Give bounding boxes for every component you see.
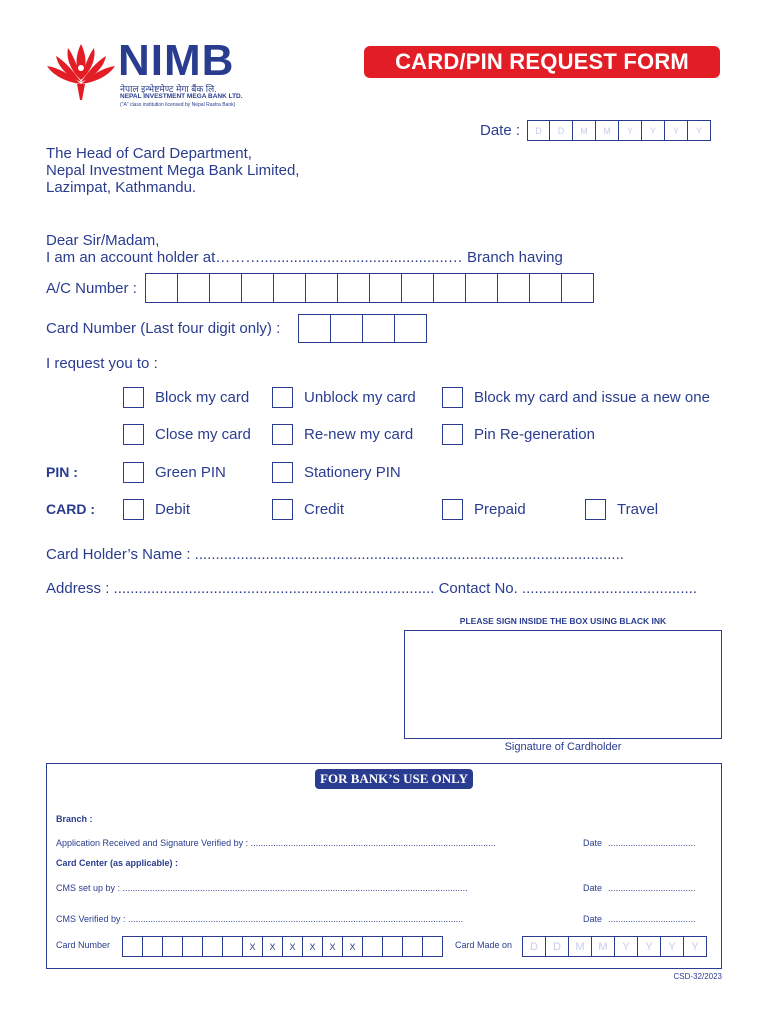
logo-tagline: ("A" class institution licensed by Nepal Rastra Bank) [120, 102, 236, 108]
bank-card-cell[interactable] [402, 936, 423, 957]
card-digit-cell[interactable] [330, 314, 363, 343]
unblock-card-label: Unblock my card [304, 389, 416, 406]
card-made-label: Card Made on [455, 940, 513, 950]
date-cell[interactable]: Y [664, 120, 688, 141]
address-contact-field[interactable]: Address : ............................................................................. Contact No. .......................................... [46, 580, 697, 597]
date-cell[interactable]: D [549, 120, 573, 141]
block-card-checkbox[interactable] [123, 387, 144, 408]
recipient-line-2: Nepal Investment Mega Bank Limited, [46, 162, 300, 179]
card-made-cell[interactable]: M [568, 936, 592, 957]
card-made-cell[interactable]: Y [660, 936, 684, 957]
cms-verified-field[interactable]: CMS Verified by : ...................................................................................................................................... [56, 914, 464, 924]
card-holder-name-field[interactable]: Card Holder’s Name : ....................................................................................................... [46, 546, 624, 563]
block-new-checkbox[interactable] [442, 387, 463, 408]
cms-setup-date-field[interactable]: ................................... [608, 883, 696, 893]
bank-card-cell[interactable] [422, 936, 443, 957]
pin-regen-checkbox[interactable] [442, 424, 463, 445]
card-center-label: Card Center (as applicable) : [56, 858, 179, 868]
card-type-label: CARD : [46, 501, 95, 517]
travel-checkbox[interactable] [585, 499, 606, 520]
card-made-cell[interactable]: Y [683, 936, 707, 957]
travel-label: Travel [617, 501, 659, 518]
bank-card-cell[interactable] [362, 936, 383, 957]
credit-label: Credit [304, 501, 345, 518]
card-made-cell[interactable]: Y [637, 936, 661, 957]
renew-card-checkbox[interactable] [272, 424, 293, 445]
bank-card-cell[interactable]: X [282, 936, 303, 957]
green-pin-label: Green PIN [155, 464, 226, 481]
prepaid-label: Prepaid [474, 501, 526, 518]
bank-card-cell[interactable]: X [342, 936, 363, 957]
salutation: Dear Sir/Madam, [46, 232, 160, 249]
bank-card-cell[interactable] [382, 936, 403, 957]
lotus-icon [44, 40, 118, 102]
bank-card-cell[interactable] [162, 936, 183, 957]
card-made-cell[interactable]: Y [614, 936, 638, 957]
form-title: CARD/PIN REQUEST FORM [364, 46, 720, 78]
ac-cell[interactable] [337, 273, 370, 303]
card-made-cell[interactable]: M [591, 936, 615, 957]
unblock-card-checkbox[interactable] [272, 387, 293, 408]
signature-instruction: PLEASE SIGN INSIDE THE BOX USING BLACK INK [459, 616, 667, 626]
date-cell[interactable]: Y [641, 120, 665, 141]
prepaid-checkbox[interactable] [442, 499, 463, 520]
ac-cell[interactable] [529, 273, 562, 303]
bank-card-cell[interactable]: X [302, 936, 323, 957]
bank-card-cell[interactable]: X [262, 936, 283, 957]
ac-cell[interactable] [209, 273, 242, 303]
ac-number-label: A/C Number : [46, 280, 137, 297]
date-cell[interactable]: Y [687, 120, 711, 141]
app-received-date-field[interactable]: ................................... [608, 838, 696, 848]
app-received-date-label: Date [583, 838, 603, 848]
ac-cell[interactable] [145, 273, 178, 303]
block-new-label: Block my card and issue a new one [474, 389, 710, 406]
ac-cell[interactable] [305, 273, 338, 303]
ac-cell[interactable] [561, 273, 594, 303]
pin-label: PIN : [46, 464, 78, 480]
close-card-label: Close my card [155, 426, 251, 443]
date-cell[interactable]: Y [618, 120, 642, 141]
recipient-line-1: The Head of Card Department, [46, 145, 252, 162]
account-holder-line: I am an account holder at……….............................................… Branch having [46, 249, 563, 266]
ac-cell[interactable] [497, 273, 530, 303]
ac-cell[interactable] [465, 273, 498, 303]
cms-setup-date-label: Date [583, 883, 603, 893]
ac-number-cells [145, 273, 594, 303]
ac-cell[interactable] [433, 273, 466, 303]
bank-card-cell[interactable] [142, 936, 163, 957]
card-digit-cell[interactable] [362, 314, 395, 343]
date-cell[interactable]: M [572, 120, 596, 141]
credit-checkbox[interactable] [272, 499, 293, 520]
request-label: I request you to : [46, 355, 158, 372]
logo-english: NEPAL INVESTMENT MEGA BANK LTD. [120, 93, 243, 100]
cms-verified-date-label: Date [583, 914, 603, 924]
bank-logo [44, 36, 264, 112]
logo-nepali: नेपाल इन्भेष्टमेण्ट मेगा बैंक लि. [120, 84, 217, 94]
card-digit-cell[interactable] [394, 314, 427, 343]
bank-card-cell[interactable]: X [242, 936, 263, 957]
date-cell[interactable]: D [527, 120, 550, 141]
card-digit-cell[interactable] [298, 314, 331, 343]
bank-card-number-label: Card Number [56, 940, 111, 950]
cms-verified-date-field[interactable]: ................................... [608, 914, 696, 924]
date-cells [527, 120, 711, 141]
form-code: CSD-32/2023 [673, 972, 722, 981]
bank-card-cell[interactable] [122, 936, 143, 957]
green-pin-checkbox[interactable] [123, 462, 144, 483]
card-made-cells [522, 936, 707, 957]
ac-cell[interactable] [177, 273, 210, 303]
signature-caption: Signature of Cardholder [504, 741, 622, 753]
ac-cell[interactable] [369, 273, 402, 303]
ac-cell[interactable] [273, 273, 306, 303]
bank-card-cell[interactable] [222, 936, 243, 957]
ac-cell[interactable] [401, 273, 434, 303]
stationery-pin-label: Stationery PIN [304, 464, 401, 481]
renew-card-label: Re-new my card [304, 426, 414, 443]
bank-card-cell[interactable]: X [322, 936, 343, 957]
debit-checkbox[interactable] [123, 499, 144, 520]
pin-regen-label: Pin Re-generation [474, 426, 595, 443]
date-label: Date : [480, 122, 521, 139]
ac-cell[interactable] [241, 273, 274, 303]
card-number-cells [298, 314, 427, 343]
logo-wordmark: NIMB [118, 36, 235, 85]
card-made-cell[interactable]: D [545, 936, 569, 957]
bank-card-cell[interactable] [202, 936, 223, 957]
block-card-label: Block my card [155, 389, 250, 406]
signature-box[interactable] [404, 630, 722, 739]
card-number-label: Card Number (Last four digit only) : [46, 320, 281, 337]
recipient-line-3: Lazimpat, Kathmandu. [46, 179, 197, 196]
bank-use-title: FOR BANK’S USE ONLY [315, 769, 473, 789]
bank-card-cell[interactable] [182, 936, 203, 957]
stationery-pin-checkbox[interactable] [272, 462, 293, 483]
card-made-cell[interactable]: D [522, 936, 546, 957]
cms-setup-field[interactable]: CMS set up by : .......................................................................................................................................... [56, 883, 468, 893]
branch-label: Branch : [56, 814, 93, 824]
date-cell[interactable]: M [595, 120, 619, 141]
close-card-checkbox[interactable] [123, 424, 144, 445]
debit-label: Debit [155, 501, 191, 518]
app-received-field[interactable]: Application Received and Signature Verified by : .................................................................................................. [56, 838, 496, 848]
bank-card-number-cells [122, 936, 443, 957]
